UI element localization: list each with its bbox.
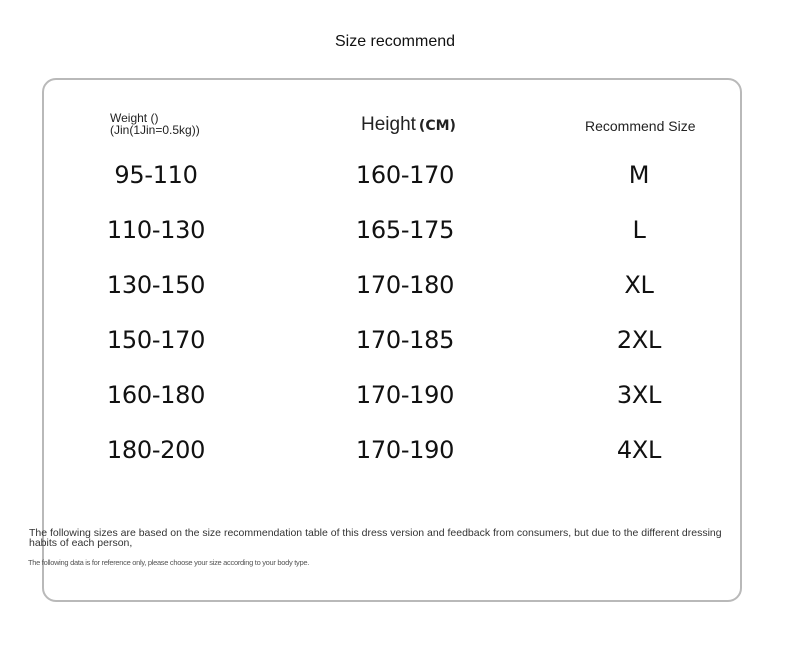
table-row — [44, 433, 744, 488]
weight-cell: 150-170 — [106, 326, 206, 354]
weight-cell: 160-180 — [106, 381, 206, 409]
weight-cell: 95-110 — [114, 161, 198, 189]
table-row — [44, 323, 744, 378]
size-cell: 4XL — [616, 436, 662, 464]
weight-header-unit: (Jin(1Jin=0.5kg)) — [110, 123, 200, 137]
height-header-unit: (CM) — [418, 118, 456, 134]
height-cell: 170-185 — [355, 326, 455, 354]
size-cell: M — [628, 161, 650, 189]
weight-cell: 130-150 — [106, 271, 206, 299]
table-row — [44, 158, 744, 213]
size-cell: 3XL — [616, 381, 662, 409]
table-row — [44, 268, 744, 323]
height-cell: 160-170 — [355, 161, 455, 189]
size-table-card — [28, 78, 742, 602]
height-header-label: Height — [361, 114, 416, 135]
weight-cell: 110-130 — [106, 216, 206, 244]
page-title: Size recommend — [334, 33, 456, 50]
height-column-header — [361, 113, 456, 138]
size-disclaimer-note: The following sizes are based on the size recommendation table of this dress version and feedback from consumers, but due to the different dressing habits of each person, — [29, 527, 722, 549]
height-cell: 170-190 — [355, 436, 455, 464]
height-cell: 170-190 — [355, 381, 455, 409]
reference-only-note: The following data is for reference only, please choose your size according to your body type. — [28, 558, 310, 567]
height-cell: 165-175 — [355, 216, 455, 244]
table-row — [44, 213, 744, 268]
height-cell: 170-180 — [355, 271, 455, 299]
weight-header-label: Weight () — [110, 111, 159, 125]
weight-column-header — [110, 112, 200, 136]
size-cell: L — [632, 216, 646, 244]
size-table-rows — [44, 158, 744, 488]
size-cell: XL — [624, 271, 654, 299]
weight-cell: 180-200 — [106, 436, 206, 464]
size-cell: 2XL — [616, 326, 662, 354]
size-column-header: Recommend Size — [585, 118, 696, 134]
table-row — [44, 378, 744, 433]
